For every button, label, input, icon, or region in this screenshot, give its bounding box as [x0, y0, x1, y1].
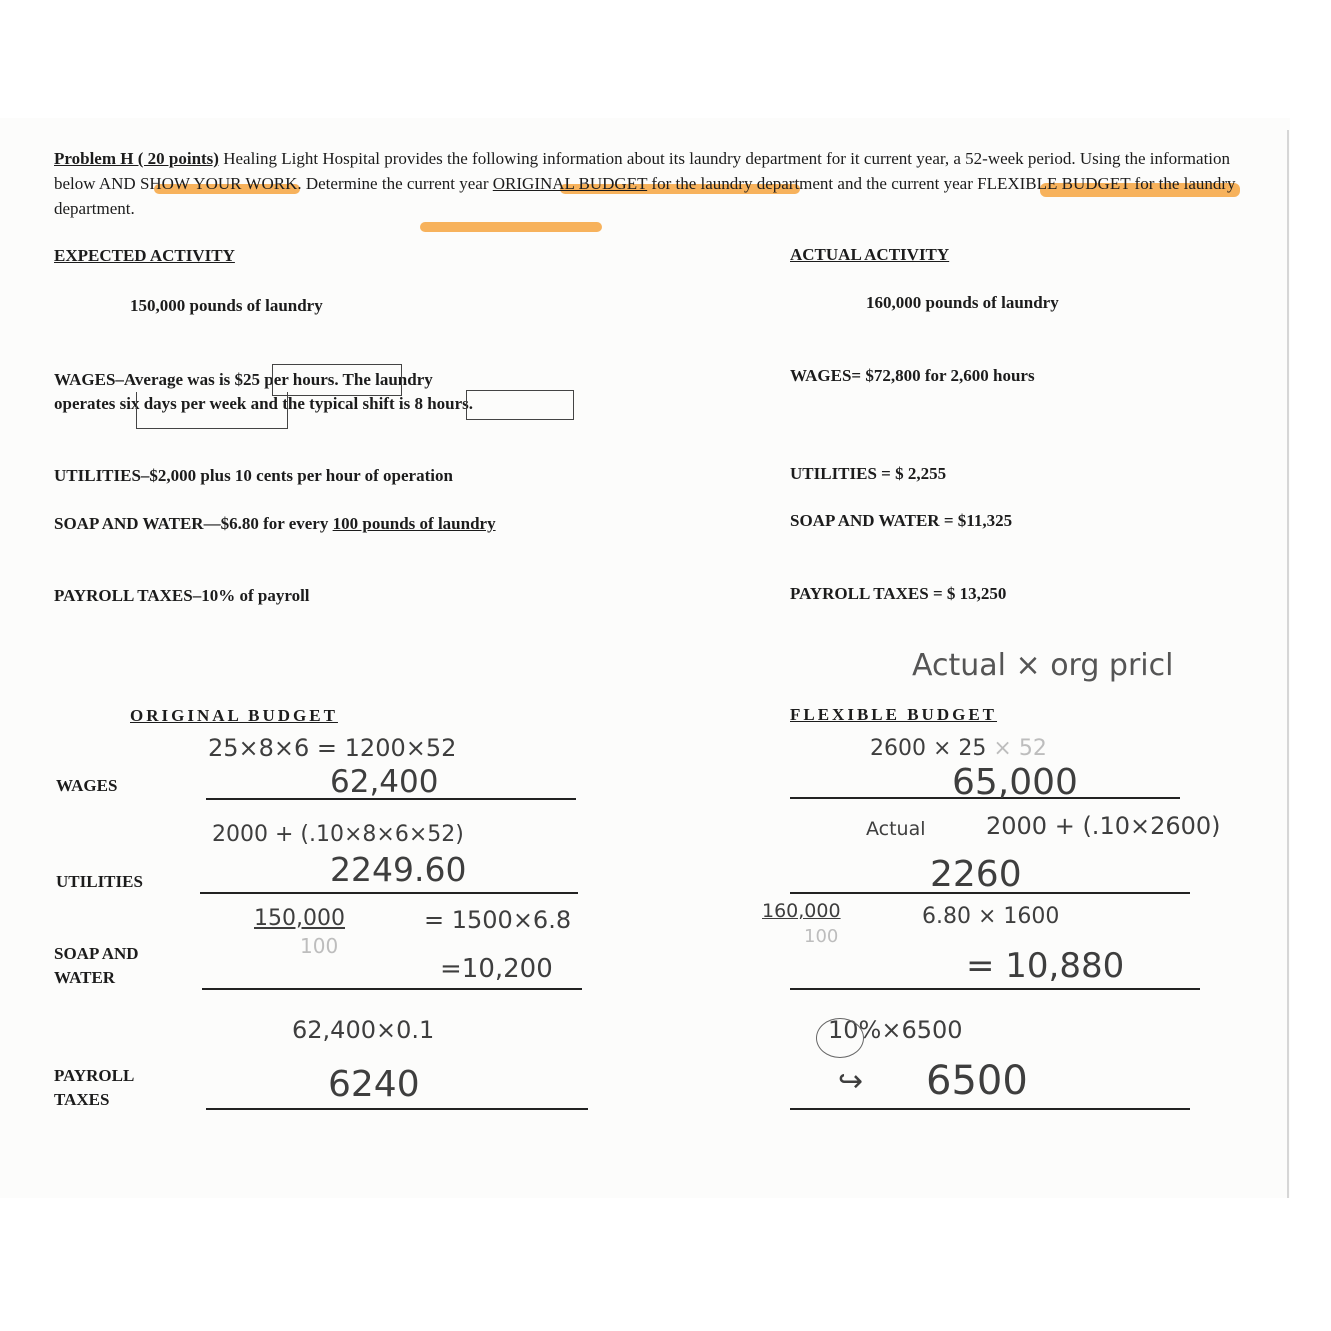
page-edge	[1287, 130, 1289, 1198]
answer-line-original-payroll	[206, 1108, 588, 1110]
original-wages-calc: 25×8×6 = 1200×52	[208, 734, 457, 762]
actual-payroll: PAYROLL TAXES = $ 13,250	[790, 584, 1007, 603]
flexible-note: Actual × org pricl	[912, 648, 1174, 683]
handdrawn-box-shift	[466, 390, 574, 420]
original-utilities-calc: 2000 + (.10×8×6×52)	[212, 822, 464, 847]
row-label-soap-2: WATER	[54, 968, 116, 987]
handdrawn-circle-percent	[816, 1018, 864, 1058]
problem-highlight-c: ORIGINAL BUDGET	[492, 174, 648, 193]
problem-text-e: for the laundry department.	[54, 174, 1236, 218]
flexible-payroll-calc: 10%×6500	[828, 1016, 963, 1044]
problem-highlight-b: AND SHOW YOUR WORK	[98, 174, 298, 193]
row-label-wages: WAGES	[56, 776, 118, 795]
actual-wages: WAGES= $72,800 for 2,600 hours	[790, 366, 1035, 385]
flexible-wages-calc-main: 2600 × 25	[870, 736, 987, 761]
answer-line-original-utilities	[200, 892, 578, 894]
expected-soap	[54, 514, 496, 534]
original-soap-value: =10,200	[440, 954, 553, 984]
flexible-soap-value: = 10,880	[966, 946, 1125, 986]
flexible-soap-numerator: 160,000	[762, 900, 841, 922]
flexible-wages-value: 65,000	[952, 762, 1078, 803]
expected-wages-line1: WAGES–Average was is $25 per hours. The laundry	[54, 370, 433, 389]
problem-highlight-a: a 52-week period	[953, 149, 1072, 168]
expected-utilities: UTILITIES–$2,000 plus 10 cents per hour of operation	[54, 466, 453, 485]
handdrawn-box-rate	[272, 364, 402, 396]
expected-volume: 150,000 pounds of laundry	[130, 296, 323, 315]
flexible-wages-struck: × 52	[993, 736, 1047, 761]
handdrawn-box-days	[136, 392, 288, 429]
flexible-utilities-note: Actual	[866, 818, 926, 840]
expected-activity-heading: EXPECTED ACTIVITY	[54, 246, 235, 265]
problem-text-a: Healing Light Hospital provides the following information about its laundry department for it current year,	[218, 149, 954, 168]
problem-text-c: . Determine the current year	[297, 174, 493, 193]
problem-text-d: for the laundry department and the current year	[647, 174, 978, 193]
row-label-payroll-2: TAXES	[54, 1090, 110, 1109]
problem-highlight-d: FLEXIBLE BUDGET	[977, 174, 1131, 193]
row-label-soap-1: SOAP AND	[54, 944, 139, 963]
flexible-budget-heading: FLEXIBLE BUDGET	[790, 705, 998, 724]
expected-payroll: PAYROLL TAXES–10% of payroll	[54, 586, 310, 605]
original-budget-heading: ORIGINAL BUDGET	[130, 706, 338, 725]
actual-volume: 160,000 pounds of laundry	[866, 293, 1059, 312]
flexible-utilities-calc: 2000 + (.10×2600)	[986, 812, 1221, 840]
highlight-stroke-flexible	[420, 222, 602, 232]
flexible-soap-calc: 6.80 × 1600	[922, 904, 1060, 929]
problem-label: Problem H ( 20 points)	[54, 149, 219, 168]
original-soap-calc: = 1500×6.8	[424, 906, 572, 934]
flexible-utilities-value: 2260	[930, 854, 1022, 895]
actual-activity-heading: ACTUAL ACTIVITY	[790, 245, 950, 264]
problem-text-b: . Using the information below	[54, 149, 1231, 193]
flexible-wages-calc	[870, 736, 1047, 761]
original-wages-value: 62,400	[330, 764, 439, 800]
original-payroll-calc: 62,400×0.1	[292, 1016, 435, 1044]
expected-wages-line2: operates six days per week and the typical shift is 8 hours.	[54, 394, 474, 413]
flexible-soap-denominator: 100	[804, 926, 839, 947]
original-soap-numerator: 150,000	[254, 906, 345, 931]
answer-line-original-soap	[202, 988, 582, 990]
problem-statement	[54, 146, 1264, 221]
expected-soap-underlined: 100 pounds of laundry	[332, 514, 496, 533]
original-utilities-value: 2249.60	[330, 850, 467, 889]
actual-utilities: UTILITIES = $ 2,255	[790, 464, 947, 483]
flexible-payroll-arrow: ↪	[838, 1064, 864, 1099]
original-soap-denominator: 100	[300, 934, 339, 958]
row-label-utilities: UTILITIES	[56, 872, 143, 891]
answer-line-flexible-payroll	[790, 1108, 1190, 1110]
row-label-payroll-1: PAYROLL	[54, 1066, 135, 1085]
answer-line-flexible-soap	[790, 988, 1200, 990]
flexible-payroll-value: 6500	[926, 1058, 1028, 1104]
original-payroll-value: 6240	[328, 1064, 420, 1105]
expected-soap-prefix: SOAP AND WATER—$6.80 for every	[54, 514, 333, 533]
actual-soap: SOAP AND WATER = $11,325	[790, 511, 1013, 530]
